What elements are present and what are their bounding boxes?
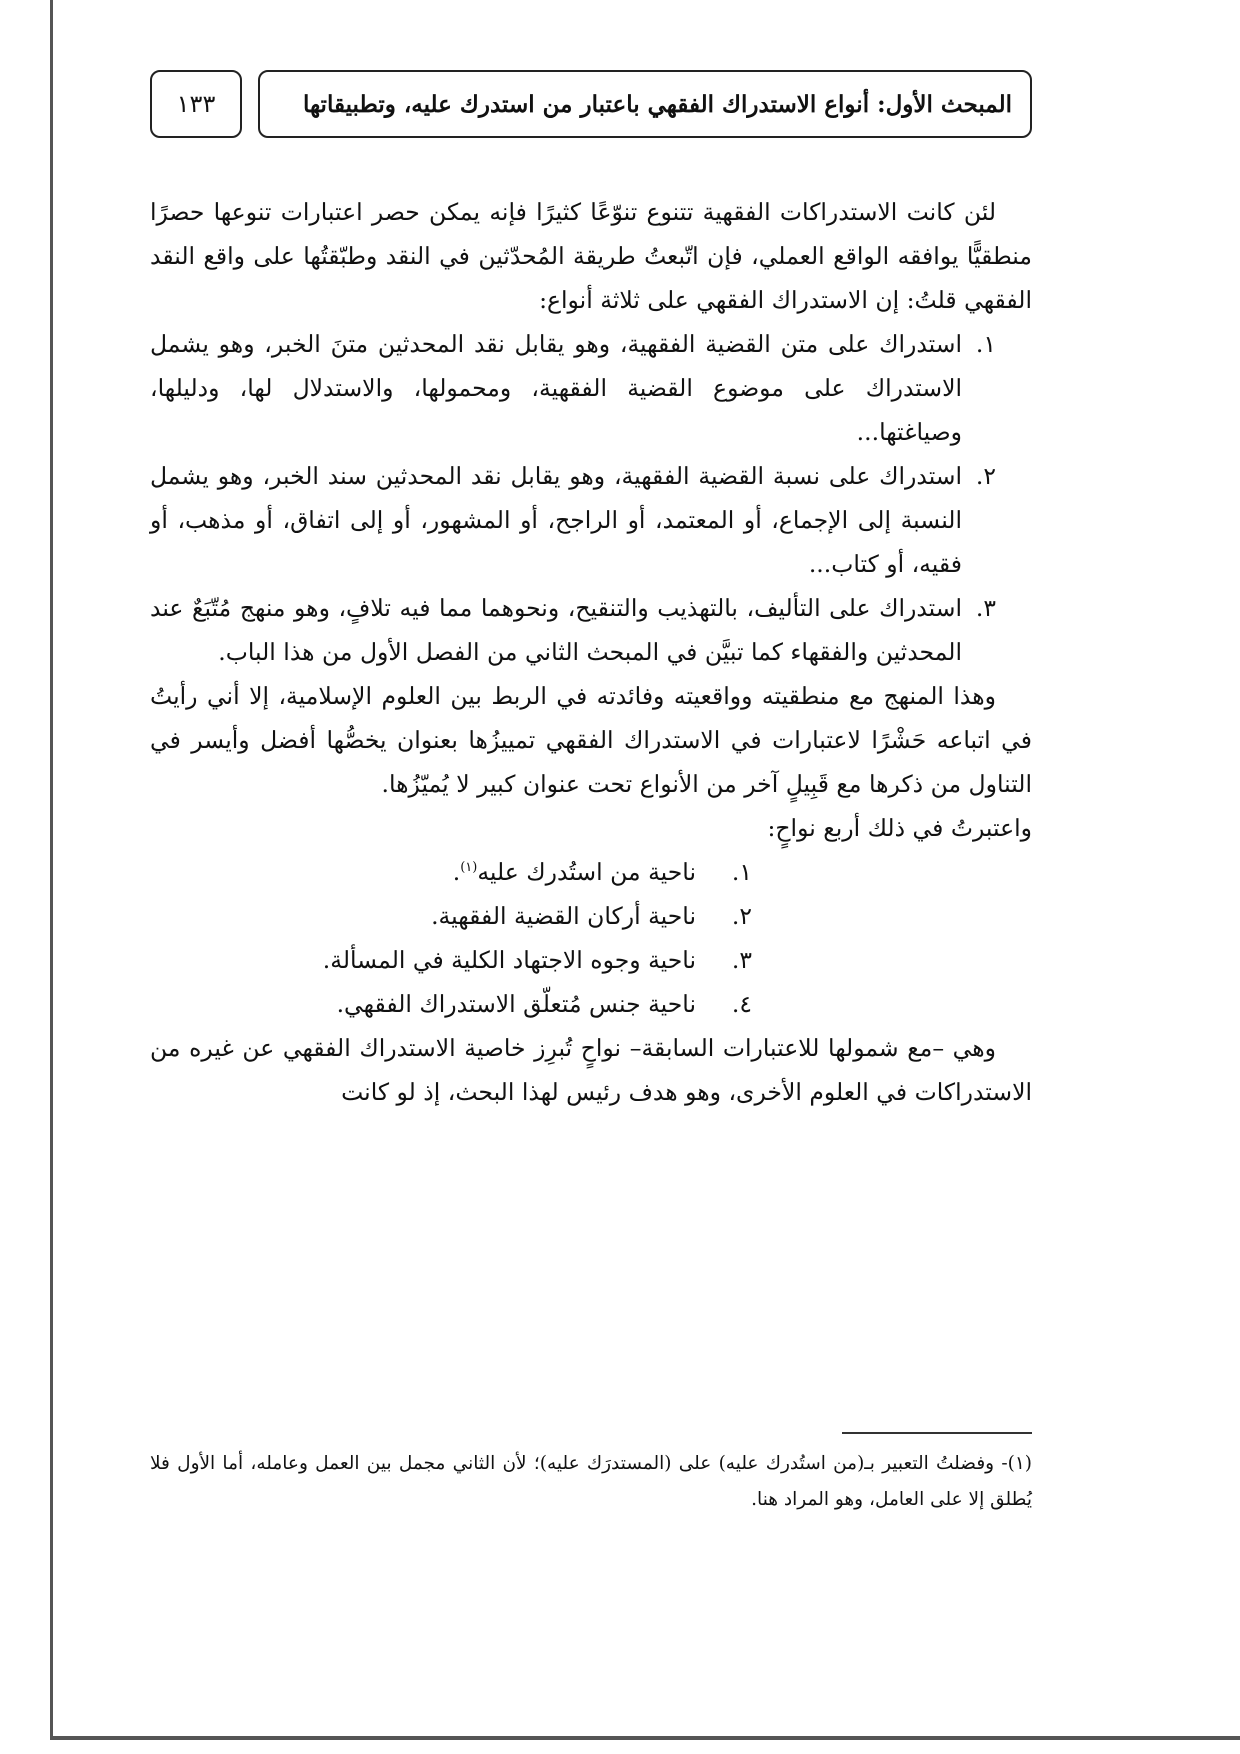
list-item-text: ناحية وجوه الاجتهاد الكلية في المسألة. [322, 946, 696, 974]
list-item-number: ٢. [731, 902, 752, 930]
list-item-text: ناحية من استُدرك عليه [477, 858, 696, 886]
list-item-number: ٣. [731, 946, 752, 974]
list-item [150, 894, 1032, 938]
list-item [150, 982, 1032, 1026]
running-header-box [258, 70, 1032, 138]
list-item-number: ٣. [975, 594, 996, 622]
method-paragraph: وهذا المنهج مع منطقيته وواقعيته وفائدته في الربط بين العلوم الإسلامية، إلا أني رأيتُ في اتباعه حَشْرًا لاعتبارات في الاستدراك الفقهي تمييزُها بعنوان يخصُّها أفضل وأيسر في التناول من ذكرها مع قَبِيلٍ آخر من الأنواع تحت عنوان كبير لا يُميّزُها. [150, 682, 1032, 798]
list-item-text: ناحية أركان القضية الفقهية. [431, 902, 696, 930]
page-number: ١٣٣ [176, 90, 216, 118]
list-item [150, 938, 1032, 982]
list-item-text: ناحية جنس مُتعلّق الاستدراك الفقهي. [336, 990, 696, 1018]
aspects-intro: واعتبرتُ في ذلك أربع نواحٍ: [767, 814, 1032, 842]
main-text [150, 190, 1032, 1114]
footnote [150, 1446, 1032, 1518]
list-item-number: ١. [731, 858, 752, 886]
list-item-number: ٤. [731, 990, 752, 1018]
list-item-number: ١. [975, 330, 996, 358]
list-item [150, 586, 1032, 674]
list-item-text-container [150, 850, 696, 894]
list-item-text: استدراك على التأليف، بالتهذيب والتنقيح، ونحوهما مما فيه تلافٍ، وهو منهج مُتّبَعٌ عند المحدثين والفقهاء كما تبيَّن في المبحث الثاني من الفصل الأول من هذا الباب. [150, 594, 962, 666]
intro-paragraph: لئن كانت الاستدراكات الفقهية تتنوع تنوّعًا كثيرًا فإنه يمكن حصر اعتبارات تنوعها حصرًا منطقيًّا يوافقه الواقع العملي، فإن اتّبعتُ طريقة المُحدّثين في النقد وطبّقتُها على واقع النقد الفقهي قلتُ: إن الاستدراك الفقهي على ثلاثة أنواع: [150, 198, 1032, 314]
list-item-number: ٢. [975, 462, 996, 490]
list-item-text: استدراك على نسبة القضية الفقهية، وهو يقابل نقد المحدثين سند الخبر، وهو يشمل النسبة إلى الإجماع، أو المعتمد، أو الراجح، أو المشهور، أو إلى اتفاق، أو مذهب، أو فقيه، أو كتاب... [150, 462, 962, 578]
footnote-reference[interactable]: (١) [460, 860, 478, 876]
footnote-text: (١)- وفضلتُ التعبير بـ(من استُدرك عليه) على (المستدرَك عليه)؛ لأن الثاني مجمل بين العمل وعامله، أما الأول فلا يُطلق إلا على العامل، وهو المراد هنا. [150, 1453, 1032, 1510]
list-item-tail: . [452, 858, 461, 886]
page-frame-left-border [50, 0, 53, 1738]
footnote-separator [842, 1432, 1032, 1434]
page-frame-bottom-border [50, 1736, 1240, 1740]
aspects-list [150, 850, 1032, 1026]
list-item [150, 850, 1032, 894]
page-number-box [150, 70, 242, 138]
list-item-text: استدراك على متن القضية الفقهية، وهو يقابل نقد المحدثين متنَ الخبر، وهو يشمل الاستدراك على موضوع القضية الفقهية، ومحمولها، والاستدلال لها، ودليلها، وصياغتها... [150, 330, 962, 446]
list-item [150, 454, 1032, 586]
running-title: المبحث الأول: أنواع الاستدراك الفقهي باعتبار من استدرك عليه، وتطبيقاتها [302, 90, 1012, 118]
list-item [150, 322, 1032, 454]
critique-types-list [150, 322, 1032, 674]
closing-paragraph: وهي –مع شمولها للاعتبارات السابقة– نواحٍ تُبرِز خاصية الاستدراك الفقهي عن غيره من الاستدراكات في العلوم الأخرى، وهو هدف رئيس لهذا البحث، إذ لو كانت [150, 1034, 1032, 1106]
